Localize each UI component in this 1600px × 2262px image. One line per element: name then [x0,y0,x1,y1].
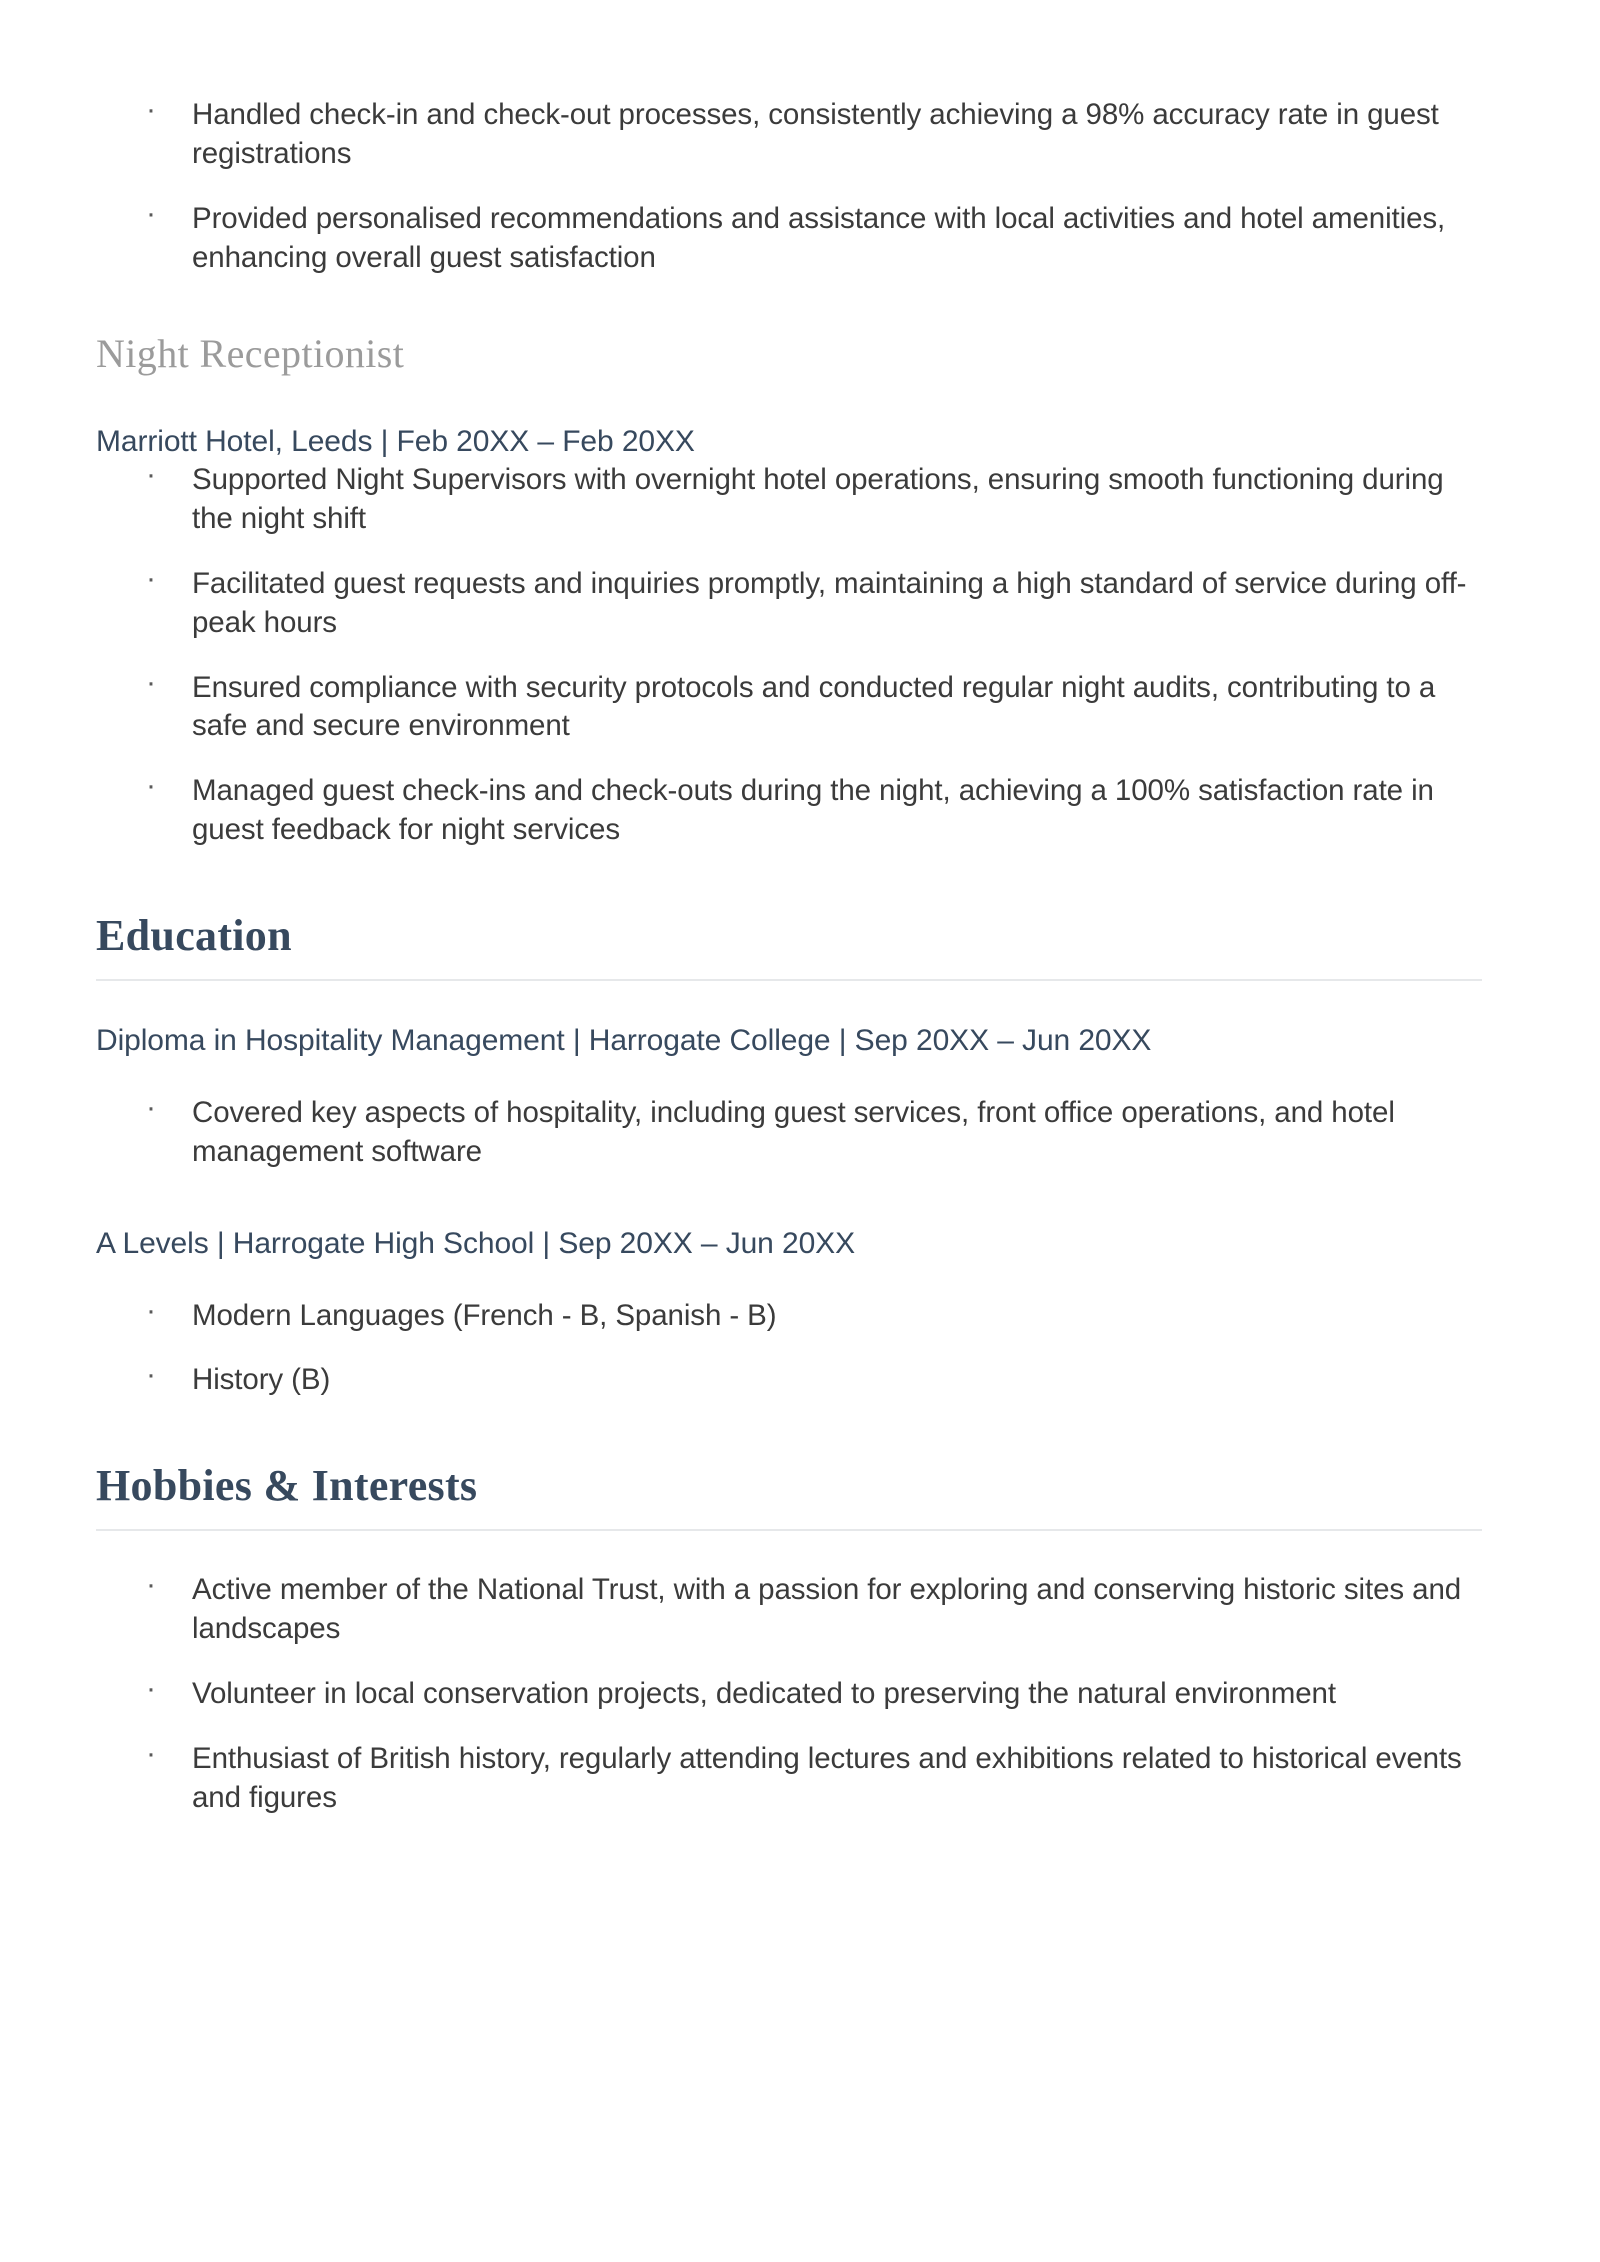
list-item: · Managed guest check-ins and check-outs during the night, achieving a 100% satisfaction rate in guest feedback for night services [96,772,1482,850]
list-item: · Volunteer in local conservation projects, dedicated to preserving the natural environment [96,1675,1482,1714]
education-qualification-line: Diploma in Hospitality Management | Harrogate College | Sep 20XX – Jun 20XX [96,1023,1152,1057]
list-item: · Modern Languages (French - B, Spanish - B) [96,1297,1482,1336]
employer-and-dates: Marriott Hotel, Leeds | Feb 20XX – Feb 20XX [96,424,695,458]
hobbies-section [96,1462,1482,1817]
section-divider [96,979,1482,981]
list-item: · Enthusiast of British history, regularly attending lectures and exhibitions related to historical events and figures [96,1740,1482,1818]
education-entry-a-levels [96,1224,1482,1401]
education-bullet-list [96,1297,1482,1401]
list-item: · Covered key aspects of hospitality, including guest services, front office operations, and hotel management software [96,1094,1482,1172]
list-item: · Handled check-in and check-out processes, consistently achieving a 98% accuracy rate in guest registrations [96,96,1482,174]
experience-bullet-list [96,461,1482,851]
section-divider [96,1529,1482,1531]
education-qualification-line: A Levels | Harrogate High School | Sep 20XX – Jun 20XX [96,1226,855,1260]
list-item: · Ensured compliance with security protocols and conducted regular night audits, contributing to a safe and secure environment [96,669,1482,747]
list-item: · Facilitated guest requests and inquiries promptly, maintaining a high standard of service during off-peak hours [96,565,1482,643]
list-item: · History (B) [96,1361,1482,1400]
section-title-education: Education [96,911,292,961]
hobbies-entries [96,1571,1482,1818]
list-item: · Supported Night Supervisors with overnight hotel operations, ensuring smooth functioning during the night shift [96,461,1482,539]
education-entries [96,1021,1482,1401]
section-title-hobbies: Hobbies & Interests [96,1461,478,1511]
list-item: · Provided personalised recommendations and assistance with local activities and hotel amenities, enhancing overall guest satisfaction [96,200,1482,278]
job-title: Night Receptionist [96,330,405,376]
continued-experience-bullet-list [96,96,1482,278]
education-entry-diploma [96,1021,1482,1172]
education-bullet-list [96,1094,1482,1172]
education-section [96,912,1482,1400]
list-item: · Active member of the National Trust, with a passion for exploring and conserving historic sites and landscapes [96,1571,1482,1649]
experience-entry-night-receptionist [96,332,1482,851]
hobbies-bullet-list [96,1571,1482,1818]
